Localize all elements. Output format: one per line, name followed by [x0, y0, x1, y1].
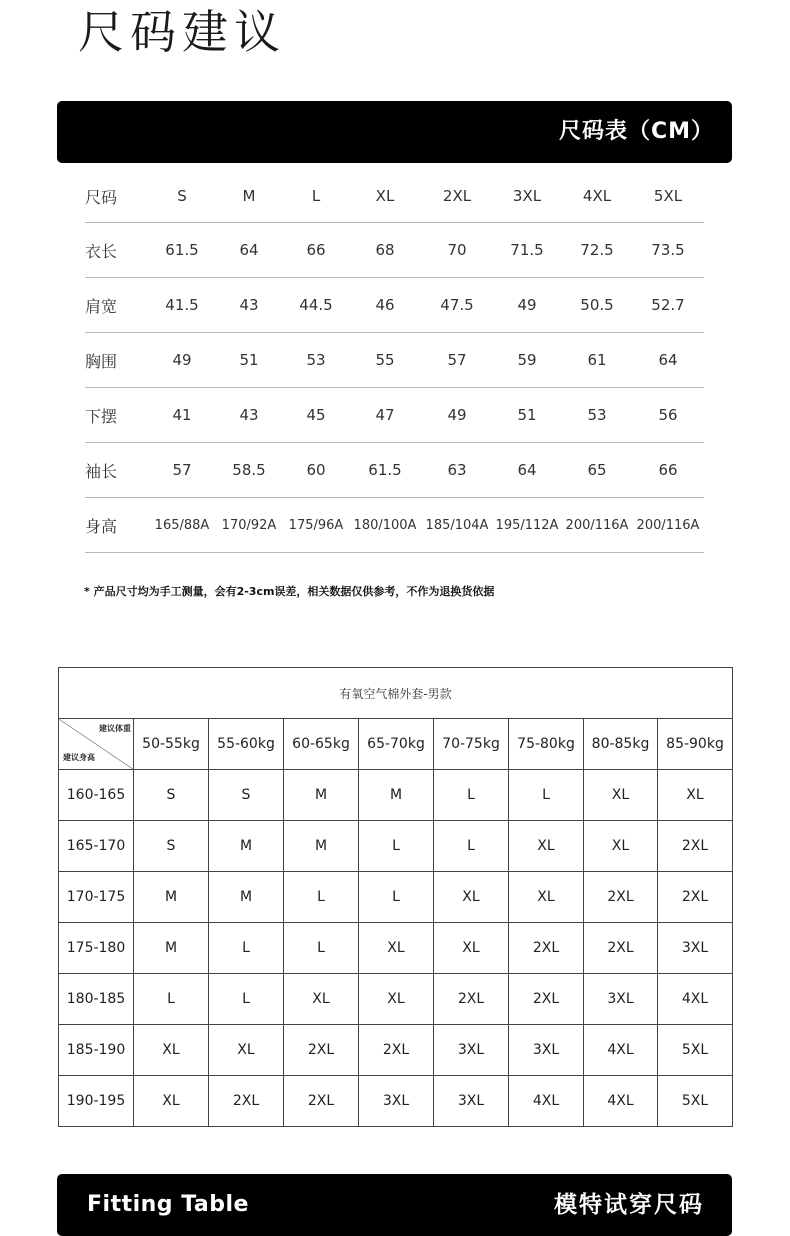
- recommended-size-cell: XL: [134, 1025, 209, 1076]
- size-value-cell: 61.5: [165, 241, 199, 259]
- weight-header-cell: 60-65kg: [284, 719, 359, 770]
- size-row-label: 胸围: [85, 351, 118, 371]
- recommendation-caption-row: [59, 668, 733, 719]
- recommended-size-cell: M: [134, 923, 209, 974]
- recommendation-header-row: [59, 719, 733, 770]
- weight-header-cell: 85-90kg: [658, 719, 733, 770]
- size-value-cell: 66: [658, 461, 678, 479]
- recommended-size-cell: 2XL: [509, 974, 584, 1025]
- size-value-cell: 200/116A: [565, 517, 629, 533]
- recommended-size-cell: 2XL: [509, 923, 584, 974]
- size-value-cell: 64: [658, 351, 678, 369]
- recommended-size-cell: 4XL: [658, 974, 733, 1025]
- size-header-cell: 2XL: [442, 187, 472, 205]
- recommended-size-cell: S: [209, 770, 284, 821]
- recommended-size-cell: 2XL: [359, 1025, 434, 1076]
- recommended-size-cell: XL: [658, 770, 733, 821]
- recommended-size-cell: XL: [509, 872, 584, 923]
- size-value-cell: 58.5: [232, 461, 266, 479]
- size-chart-row: [85, 388, 704, 443]
- measurement-note: * 产品尺寸均为手工测量，会有2-3cm误差，相关数据仅供参考，不作为退换货依据: [84, 585, 495, 598]
- size-value-cell: 180/100A: [353, 517, 417, 533]
- size-value-cell: 46: [375, 296, 395, 314]
- page-title: 尺码建议: [78, 5, 286, 59]
- size-value-cell: 71.5: [510, 241, 544, 259]
- size-value-cell: 44.5: [299, 296, 333, 314]
- size-value-cell: 60: [306, 461, 326, 479]
- size-value-cell: 47.5: [440, 296, 474, 314]
- recommended-size-cell: L: [134, 974, 209, 1025]
- size-row-label: 肩宽: [85, 296, 118, 316]
- height-range-cell: 190-195: [59, 1076, 134, 1127]
- size-value-cell: 49: [447, 406, 467, 424]
- size-value-cell: 165/88A: [154, 517, 210, 533]
- size-value-cell: 50.5: [580, 296, 614, 314]
- size-header-cell: XL: [375, 187, 395, 205]
- size-row-label: 袖长: [85, 461, 118, 481]
- recommendation-row: [59, 821, 733, 872]
- recommended-size-cell: 2XL: [284, 1076, 359, 1127]
- size-value-cell: 170/92A: [221, 517, 277, 533]
- size-header-cell: 4XL: [582, 187, 612, 205]
- size-value-cell: 185/104A: [425, 517, 489, 533]
- size-value-cell: 53: [306, 351, 326, 369]
- recommended-size-cell: M: [284, 821, 359, 872]
- recommendation-row: [59, 872, 733, 923]
- size-value-cell: 49: [517, 296, 537, 314]
- weight-header-cell: 55-60kg: [209, 719, 284, 770]
- size-row-label: 身高: [85, 516, 118, 536]
- recommendation-row: [59, 974, 733, 1025]
- size-value-cell: 63: [447, 461, 467, 479]
- recommendation-row: [59, 1076, 733, 1127]
- size-value-cell: 65: [587, 461, 607, 479]
- recommendation-row: [59, 1025, 733, 1076]
- model-fitting-label: 模特试穿尺码: [554, 1192, 704, 1218]
- size-chart-header-row: [85, 170, 704, 223]
- size-value-cell: 61.5: [368, 461, 402, 479]
- size-chart-title: 尺码表（CM）: [558, 119, 714, 144]
- recommended-size-cell: S: [134, 770, 209, 821]
- recommended-size-cell: 3XL: [658, 923, 733, 974]
- height-range-cell: 180-185: [59, 974, 134, 1025]
- recommended-size-cell: L: [284, 923, 359, 974]
- weight-header-cell: 50-55kg: [134, 719, 209, 770]
- recommended-size-cell: 2XL: [658, 821, 733, 872]
- recommended-size-cell: M: [209, 821, 284, 872]
- recommended-size-cell: 3XL: [434, 1025, 509, 1076]
- size-chart-row: [85, 443, 704, 498]
- size-header-cell: M: [242, 187, 256, 205]
- fitting-table-bar: [57, 1174, 732, 1236]
- weight-header-cell: 70-75kg: [434, 719, 509, 770]
- size-chart-row: [85, 223, 704, 278]
- recommended-size-cell: M: [134, 872, 209, 923]
- recommended-size-cell: 4XL: [509, 1076, 584, 1127]
- size-header-cell: 5XL: [653, 187, 683, 205]
- size-value-cell: 175/96A: [288, 517, 344, 533]
- size-header-label: 尺码: [85, 187, 118, 207]
- recommended-size-cell: 5XL: [658, 1025, 733, 1076]
- recommended-size-cell: XL: [434, 872, 509, 923]
- recommended-size-cell: M: [359, 770, 434, 821]
- recommended-size-cell: XL: [359, 974, 434, 1025]
- recommended-size-cell: 3XL: [434, 1076, 509, 1127]
- recommendation-row: [59, 923, 733, 974]
- recommended-size-cell: L: [359, 872, 434, 923]
- recommended-size-cell: 3XL: [359, 1076, 434, 1127]
- recommended-size-cell: 2XL: [584, 923, 658, 974]
- recommended-size-cell: M: [209, 872, 284, 923]
- size-row-label: 衣长: [85, 241, 118, 261]
- recommended-size-cell: L: [434, 821, 509, 872]
- fitting-table-label: Fitting Table: [87, 1192, 249, 1217]
- recommended-size-cell: 4XL: [584, 1025, 658, 1076]
- recommended-size-cell: 3XL: [509, 1025, 584, 1076]
- size-value-cell: 43: [239, 406, 259, 424]
- recommended-size-cell: XL: [209, 1025, 284, 1076]
- recommended-size-cell: 5XL: [658, 1076, 733, 1127]
- size-value-cell: 61: [587, 351, 607, 369]
- size-value-cell: 64: [239, 241, 259, 259]
- height-range-cell: 170-175: [59, 872, 134, 923]
- recommended-size-cell: 4XL: [584, 1076, 658, 1127]
- recommended-size-cell: L: [434, 770, 509, 821]
- size-value-cell: 66: [306, 241, 326, 259]
- size-chart-row: [85, 333, 704, 388]
- recommended-size-cell: L: [209, 974, 284, 1025]
- size-value-cell: 72.5: [580, 241, 614, 259]
- size-value-cell: 56: [658, 406, 678, 424]
- weight-header-cell: 65-70kg: [359, 719, 434, 770]
- size-value-cell: 59: [517, 351, 537, 369]
- height-range-cell: 160-165: [59, 770, 134, 821]
- recommended-size-cell: XL: [134, 1076, 209, 1127]
- size-value-cell: 55: [375, 351, 395, 369]
- size-value-cell: 51: [517, 406, 537, 424]
- recommended-size-cell: 2XL: [658, 872, 733, 923]
- size-value-cell: 47: [375, 406, 395, 424]
- size-value-cell: 64: [517, 461, 537, 479]
- size-header-cell: S: [177, 187, 187, 205]
- recommended-size-cell: L: [284, 872, 359, 923]
- weight-header-cell: 80-85kg: [584, 719, 658, 770]
- recommended-size-cell: L: [359, 821, 434, 872]
- size-chart-row: [85, 278, 704, 333]
- size-value-cell: 57: [447, 351, 467, 369]
- size-value-cell: 73.5: [651, 241, 685, 259]
- recommended-size-cell: XL: [584, 770, 658, 821]
- height-range-cell: 175-180: [59, 923, 134, 974]
- weight-header-cell: 75-80kg: [509, 719, 584, 770]
- size-header-cell: 3XL: [512, 187, 542, 205]
- recommendation-row: [59, 770, 733, 821]
- size-value-cell: 200/116A: [636, 517, 700, 533]
- size-value-cell: 68: [375, 241, 395, 259]
- recommendation-caption: 有氧空气棉外套-男款: [59, 668, 733, 719]
- height-axis-label: 建议身高: [63, 753, 95, 762]
- height-range-cell: 165-170: [59, 821, 134, 872]
- recommended-size-cell: 2XL: [209, 1076, 284, 1127]
- size-value-cell: 45: [306, 406, 326, 424]
- size-value-cell: 195/112A: [495, 517, 559, 533]
- weight-axis-label: 建议体重: [99, 724, 131, 733]
- size-chart-row: [85, 498, 704, 553]
- recommended-size-cell: XL: [359, 923, 434, 974]
- recommended-size-cell: L: [209, 923, 284, 974]
- size-chart-table: [85, 170, 704, 553]
- size-value-cell: 52.7: [651, 296, 685, 314]
- diagonal-header-cell: [59, 719, 134, 770]
- recommended-size-cell: 2XL: [584, 872, 658, 923]
- size-value-cell: 43: [239, 296, 259, 314]
- recommended-size-cell: XL: [584, 821, 658, 872]
- recommended-size-cell: 2XL: [284, 1025, 359, 1076]
- size-recommendation-table: [58, 667, 733, 1127]
- size-value-cell: 49: [172, 351, 192, 369]
- height-range-cell: 185-190: [59, 1025, 134, 1076]
- recommended-size-cell: XL: [509, 821, 584, 872]
- size-value-cell: 53: [587, 406, 607, 424]
- size-value-cell: 70: [447, 241, 467, 259]
- recommended-size-cell: M: [284, 770, 359, 821]
- size-row-label: 下摆: [85, 406, 118, 426]
- size-value-cell: 57: [172, 461, 192, 479]
- size-header-cell: L: [311, 187, 321, 205]
- size-value-cell: 41: [172, 406, 192, 424]
- recommended-size-cell: L: [509, 770, 584, 821]
- recommended-size-cell: XL: [434, 923, 509, 974]
- size-chart-header-bar: [57, 101, 732, 163]
- recommended-size-cell: 2XL: [434, 974, 509, 1025]
- size-value-cell: 41.5: [165, 296, 199, 314]
- recommended-size-cell: 3XL: [584, 974, 658, 1025]
- recommended-size-cell: XL: [284, 974, 359, 1025]
- recommended-size-cell: S: [134, 821, 209, 872]
- size-value-cell: 51: [239, 351, 259, 369]
